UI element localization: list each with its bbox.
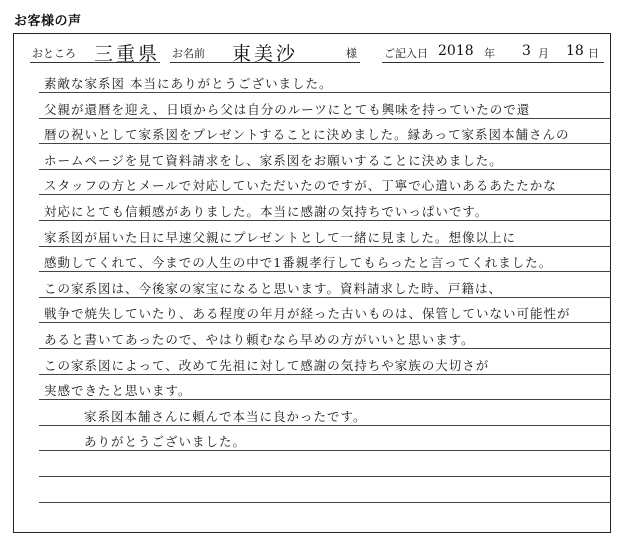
address-value: 三重県 (94, 43, 161, 65)
letter-line: 家系図が届いた日に早速父親にプレゼントとして一緒に見ました。想像以上に (44, 229, 517, 245)
date-day: 18 (566, 43, 584, 59)
name-underline (170, 62, 360, 63)
ruled-line (39, 271, 611, 272)
date-year: 2018 (438, 43, 474, 59)
letter-line: 父親が還暦を迎え、日頃から父は自分のルーツにとても興味を持っていたので還 (44, 101, 531, 117)
ruled-line (39, 169, 611, 170)
letter-line: 対応にとても信頼感がありました。本当に感謝の気持ちでいっぱいです。 (44, 204, 489, 219)
letter-line: 素敵な家系図 本当にありがとうございました。 (44, 76, 333, 91)
letter-line: 実感できたと思います。 (44, 383, 192, 399)
letter-line: 家系図本舗さんに頼んで本当に良かったです。 (84, 408, 367, 424)
letter-line: ありがとうございました。 (84, 434, 247, 450)
ruled-line (39, 399, 611, 400)
letter-line: あると書いてあったので、やはり頼むなら早めの方がいいと思います。 (44, 332, 475, 347)
ruled-line (39, 374, 611, 375)
ruled-line (39, 92, 611, 93)
letter-line: ホームページを見て資料請求をし、家系図をお願いすることに決めました。 (44, 152, 503, 168)
ruled-line (39, 322, 611, 323)
letter-line: スタッフの方とメールで対応していただいたのですが、丁寧で心遣いあるあたたかな (44, 178, 557, 194)
ruled-line (39, 143, 611, 144)
name-value: 東美沙 (232, 43, 299, 65)
ruled-line (39, 220, 611, 221)
letter-line: この家系図は、今後家の家宝になると思います。資料請求した時、戸籍は、 (44, 280, 503, 296)
date-month: 3 (522, 43, 531, 59)
ruled-line (39, 476, 611, 477)
ruled-line (39, 246, 611, 247)
letter-line: 暦の祝いとして家系図をプレゼントすることに決めました。縁あって家系図本舗さんの (44, 127, 570, 143)
date-label: ご記入日 (384, 47, 428, 60)
form-title: お客様の声 (14, 14, 82, 29)
letter-line: この家系図によって、改めて先祖に対して感謝の気持ちや家族の大切さが (44, 357, 490, 373)
ruled-line (39, 450, 611, 451)
day-unit: 日 (588, 47, 599, 60)
month-unit: 月 (538, 47, 549, 60)
year-unit: 年 (484, 47, 495, 60)
ruled-line (39, 502, 611, 503)
name-label: お名前 (172, 47, 205, 60)
feedback-card (13, 33, 611, 533)
ruled-line (39, 297, 611, 298)
ruled-line (39, 348, 611, 349)
ruled-line (39, 118, 611, 119)
honorific: 様 (346, 47, 357, 60)
ruled-line (39, 425, 611, 426)
letter-line: 感動してくれて、今までの人生の中で1番親孝行してもらったと言ってくれました。 (44, 255, 553, 271)
address-underline (30, 62, 160, 63)
header-row (14, 34, 610, 72)
ruled-line (39, 194, 611, 195)
letter-line: 戦争で焼失していたり、ある程度の年月が経った古いものは、保管していない可能性が (44, 306, 571, 322)
date-underline (382, 62, 604, 63)
address-label: おところ (32, 47, 76, 60)
